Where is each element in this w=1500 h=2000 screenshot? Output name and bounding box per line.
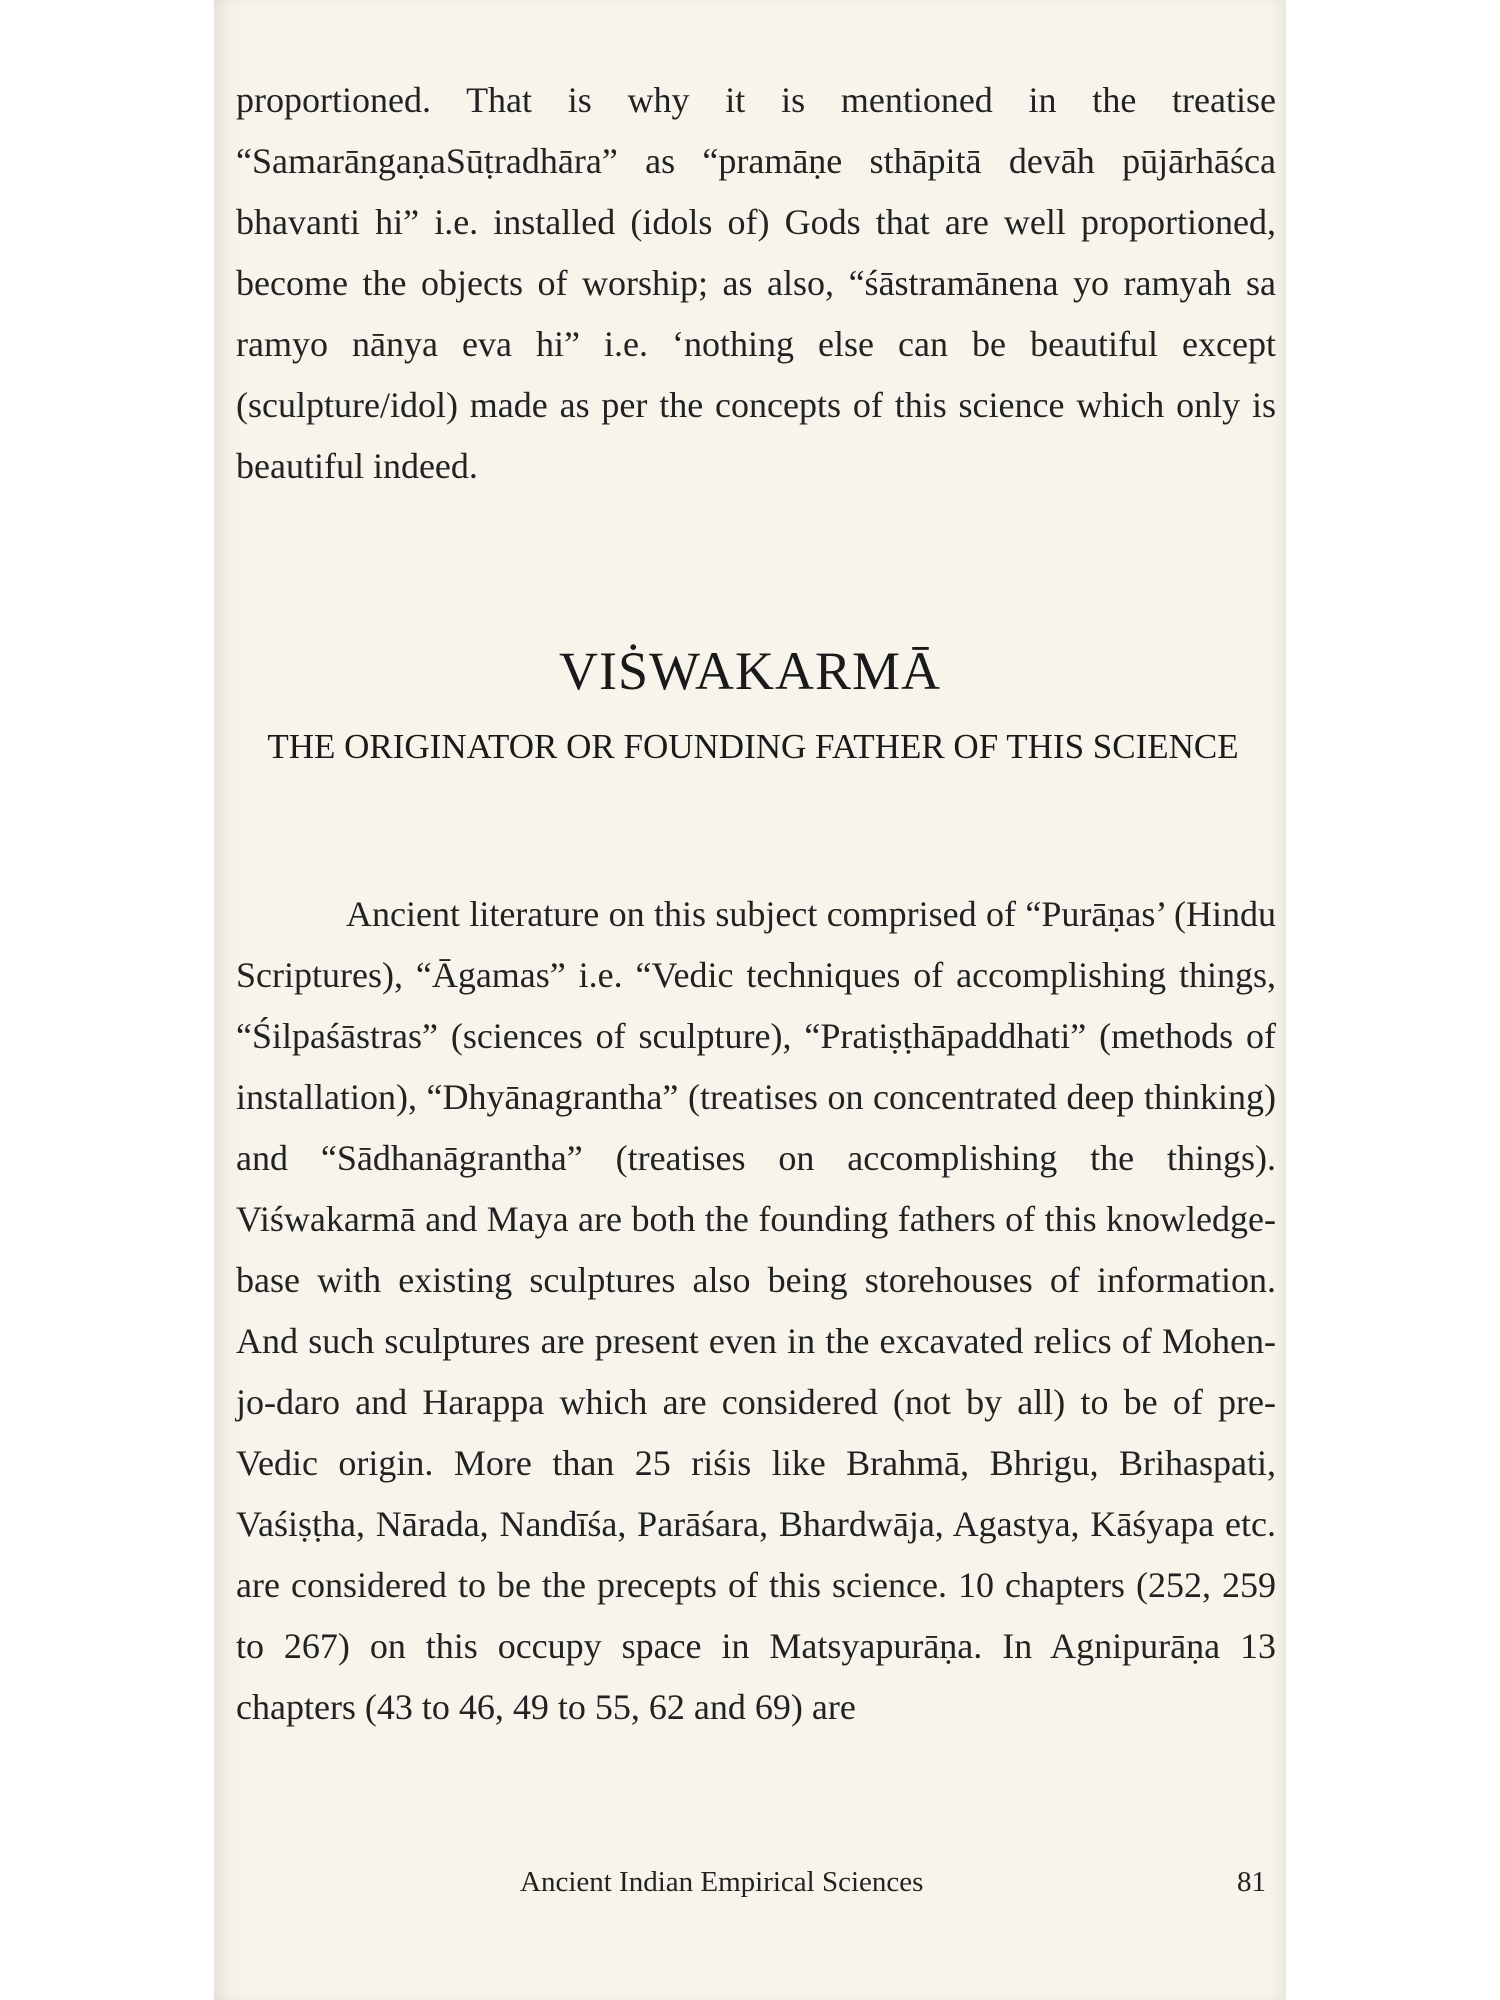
book-page (214, 0, 1286, 2000)
page-number: 81 (1237, 1866, 1266, 1898)
paragraph-top-text: proportioned. That is why it is mentioned in the treatise “SamarāngaṇaSūṭradhāra” as “pramāṇe sthāpitā devāh pūjārhāśca bhavanti hi” i.e. installed (idols of) Gods that are well proportioned, become the objects of worship; as also, “śāstramānena yo ramyah sa ramyo nānya eva hi” i.e. ‘nothing else can be beautiful except (sculpture/idol) made as per the concepts of this science which only is beautiful indeed. (236, 80, 1276, 486)
footer-book-title: Ancient Indian Empirical Sciences (520, 1866, 924, 1898)
paragraph-body-text: Ancient literature on this subject comprised of “Purāṇas’ (Hindu Scriptures), “Āgamas” i.e. “Vedic techniques of accomplishing things, “Śilpaśāstras” (sciences of sculpture), “Pratiṣṭhāpaddhati” (methods of installation), “Dhyānagrantha” (treatises on concentrated deep thinking) and “Sādhanāgrantha” (treatises on accomplishing the things). Viśwakarmā and Maya are both the founding fathers of this knowledge-base with existing sculptures also being storehouses of information. And such sculptures are present even in the excavated relics of Mohen-jo-daro and Harappa which are considered (not by all) to be of pre-Vedic origin. More than 25 riśis like Brahmā, Bhrigu, Brihaspati, Vaśiṣṭha, Nārada, Nandīśa, Parāśara, Bhardwāja, Agastya, Kāśyapa etc. are considered to be the precepts of this science. 10 chapters (252, 259 to 267) on this occupy space in Matsyapurāṇa. In Agnipurāṇa 13 chapters (43 to 46, 49 to 55, 62 and 69) are (236, 894, 1276, 1727)
section-subheading: THE ORIGINATOR OR FOUNDING FATHER OF THIS SCIENCE (267, 727, 1239, 766)
paragraph-body-wrapper (236, 884, 1276, 1738)
section-heading: VIṠWAKARMĀ (558, 641, 941, 701)
paragraph-body (236, 884, 1276, 1738)
paragraph-top (236, 70, 1276, 497)
